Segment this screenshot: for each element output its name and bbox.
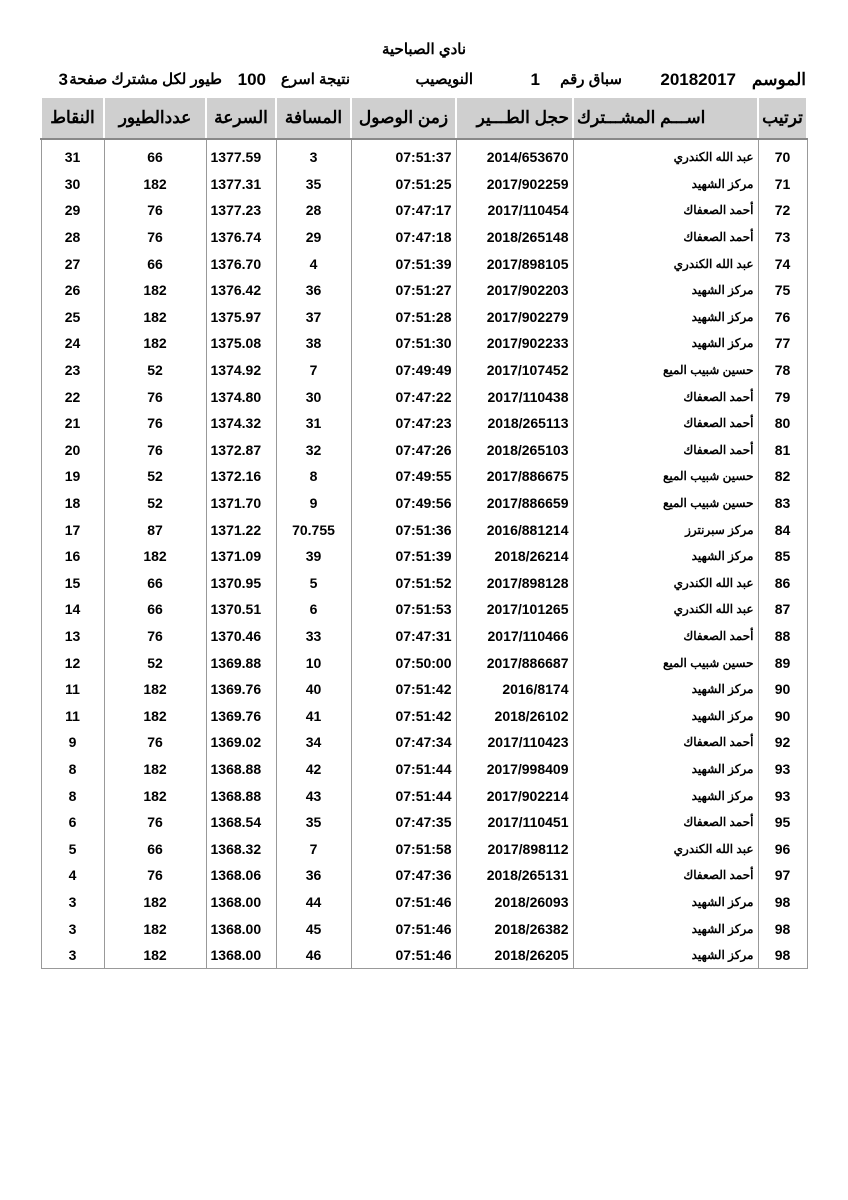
cell-rank: 81 xyxy=(758,437,807,464)
cell-distance: 35 xyxy=(276,809,351,836)
cell-ring: 2018/26205 xyxy=(456,942,573,969)
cell-participant: مركز الشهيد xyxy=(573,889,758,916)
table-row xyxy=(41,676,807,703)
cell-ring: 2018/26382 xyxy=(456,915,573,942)
cell-speed: 1377.23 xyxy=(206,197,276,224)
cell-arrival-time: 07:51:25 xyxy=(351,171,456,198)
cell-speed: 1368.88 xyxy=(206,782,276,809)
cell-speed: 1374.32 xyxy=(206,410,276,437)
cell-participant: حسين شبيب الميع xyxy=(573,463,758,490)
cell-participant: عبد الله الكندري xyxy=(573,570,758,597)
col-rank: ترتيب xyxy=(758,97,807,139)
cell-bird-count: 76 xyxy=(104,729,206,756)
cell-distance: 44 xyxy=(276,889,351,916)
cell-speed: 1371.70 xyxy=(206,490,276,517)
cell-arrival-time: 07:51:36 xyxy=(351,516,456,543)
cell-speed: 1368.00 xyxy=(206,942,276,969)
table-row xyxy=(41,463,807,490)
cell-participant: مركز الشهيد xyxy=(573,171,758,198)
col-bird-count: عددالطيور xyxy=(104,97,206,139)
cell-participant: مركز الشهيد xyxy=(573,915,758,942)
cell-ring: 2014/653670 xyxy=(456,139,573,171)
cell-participant: مركز الشهيد xyxy=(573,543,758,570)
cell-distance: 42 xyxy=(276,756,351,783)
cell-arrival-time: 07:51:53 xyxy=(351,596,456,623)
table-row xyxy=(41,197,807,224)
cell-arrival-time: 07:47:36 xyxy=(351,862,456,889)
cell-arrival-time: 07:47:17 xyxy=(351,197,456,224)
cell-distance: 39 xyxy=(276,543,351,570)
col-speed: السرعة xyxy=(206,97,276,139)
cell-rank: 77 xyxy=(758,330,807,357)
cell-speed: 1376.42 xyxy=(206,277,276,304)
cell-ring: 2017/898112 xyxy=(456,835,573,862)
race-number: 1 xyxy=(530,70,540,89)
cell-rank: 98 xyxy=(758,889,807,916)
table-row xyxy=(41,383,807,410)
cell-rank: 72 xyxy=(758,197,807,224)
cell-ring: 2017/107452 xyxy=(456,357,573,384)
cell-rank: 85 xyxy=(758,543,807,570)
cell-points: 8 xyxy=(41,756,104,783)
cell-participant: مركز الشهيد xyxy=(573,782,758,809)
cell-speed: 1368.54 xyxy=(206,809,276,836)
cell-points: 3 xyxy=(41,889,104,916)
col-points: النقاط xyxy=(41,97,104,139)
cell-rank: 75 xyxy=(758,277,807,304)
cell-points: 25 xyxy=(41,304,104,331)
table-row xyxy=(41,437,807,464)
cell-speed: 1371.09 xyxy=(206,543,276,570)
cell-arrival-time: 07:47:35 xyxy=(351,809,456,836)
cell-distance: 46 xyxy=(276,942,351,969)
cell-rank: 98 xyxy=(758,915,807,942)
table-row xyxy=(41,410,807,437)
cell-arrival-time: 07:51:30 xyxy=(351,330,456,357)
cell-bird-count: 52 xyxy=(104,649,206,676)
cell-speed: 1369.76 xyxy=(206,676,276,703)
cell-distance: 36 xyxy=(276,862,351,889)
cell-distance: 45 xyxy=(276,915,351,942)
cell-arrival-time: 07:47:18 xyxy=(351,224,456,251)
cell-bird-count: 182 xyxy=(104,756,206,783)
cell-ring: 2017/902214 xyxy=(456,782,573,809)
cell-participant: أحمد الصعفاك xyxy=(573,729,758,756)
cell-speed: 1370.51 xyxy=(206,596,276,623)
cell-distance: 37 xyxy=(276,304,351,331)
table-row xyxy=(41,862,807,889)
cell-points: 28 xyxy=(41,224,104,251)
cell-rank: 98 xyxy=(758,942,807,969)
cell-rank: 93 xyxy=(758,782,807,809)
cell-rank: 82 xyxy=(758,463,807,490)
cell-bird-count: 182 xyxy=(104,277,206,304)
table-row xyxy=(41,889,807,916)
cell-participant: أحمد الصعفاك xyxy=(573,862,758,889)
table-row xyxy=(41,516,807,543)
cell-points: 17 xyxy=(41,516,104,543)
season-label: الموسم xyxy=(751,70,806,89)
race-location: النويصيب xyxy=(415,71,473,88)
cell-arrival-time: 07:51:44 xyxy=(351,782,456,809)
cell-bird-count: 66 xyxy=(104,835,206,862)
cell-participant: مركز الشهيد xyxy=(573,942,758,969)
cell-arrival-time: 07:51:37 xyxy=(351,139,456,171)
cell-bird-count: 182 xyxy=(104,304,206,331)
cell-rank: 70 xyxy=(758,139,807,171)
cell-participant: مركز الشهيد xyxy=(573,304,758,331)
cell-distance: 5 xyxy=(276,570,351,597)
table-row xyxy=(41,490,807,517)
cell-points: 20 xyxy=(41,437,104,464)
cell-bird-count: 182 xyxy=(104,915,206,942)
cell-ring: 2017/110438 xyxy=(456,383,573,410)
cell-arrival-time: 07:51:46 xyxy=(351,889,456,916)
table-row xyxy=(41,623,807,650)
cell-bird-count: 182 xyxy=(104,543,206,570)
cell-bird-count: 182 xyxy=(104,889,206,916)
cell-speed: 1369.76 xyxy=(206,702,276,729)
cell-ring: 2018/26102 xyxy=(456,702,573,729)
cell-rank: 80 xyxy=(758,410,807,437)
table-row xyxy=(41,357,807,384)
cell-bird-count: 66 xyxy=(104,570,206,597)
cell-speed: 1374.80 xyxy=(206,383,276,410)
cell-participant: مركز الشهيد xyxy=(573,756,758,783)
cell-participant: أحمد الصعفاك xyxy=(573,410,758,437)
cell-speed: 1377.59 xyxy=(206,139,276,171)
cell-points: 23 xyxy=(41,357,104,384)
cell-points: 26 xyxy=(41,277,104,304)
cell-speed: 1377.31 xyxy=(206,171,276,198)
cell-rank: 83 xyxy=(758,490,807,517)
cell-points: 18 xyxy=(41,490,104,517)
cell-bird-count: 76 xyxy=(104,437,206,464)
cell-arrival-time: 07:51:46 xyxy=(351,942,456,969)
cell-rank: 87 xyxy=(758,596,807,623)
cell-participant: عبد الله الكندري xyxy=(573,596,758,623)
cell-ring: 2017/110423 xyxy=(456,729,573,756)
col-participant: اســـم المشـــترك xyxy=(573,97,758,139)
table-row xyxy=(41,729,807,756)
cell-points: 11 xyxy=(41,676,104,703)
cell-distance: 70.755 xyxy=(276,516,351,543)
cell-participant: أحمد الصعفاك xyxy=(573,623,758,650)
cell-points: 6 xyxy=(41,809,104,836)
cell-ring: 2017/902233 xyxy=(456,330,573,357)
cell-ring: 2017/902279 xyxy=(456,304,573,331)
cell-points: 16 xyxy=(41,543,104,570)
cell-ring: 2018/265148 xyxy=(456,224,573,251)
cell-arrival-time: 07:51:46 xyxy=(351,915,456,942)
table-row xyxy=(41,915,807,942)
cell-ring: 2017/886687 xyxy=(456,649,573,676)
cell-distance: 33 xyxy=(276,623,351,650)
cell-arrival-time: 07:51:28 xyxy=(351,304,456,331)
cell-distance: 43 xyxy=(276,782,351,809)
cell-rank: 74 xyxy=(758,250,807,277)
table-row xyxy=(41,835,807,862)
cell-bird-count: 87 xyxy=(104,516,206,543)
cell-distance: 32 xyxy=(276,437,351,464)
cell-arrival-time: 07:51:42 xyxy=(351,676,456,703)
cell-distance: 35 xyxy=(276,171,351,198)
cell-points: 11 xyxy=(41,702,104,729)
header-row xyxy=(41,97,807,139)
cell-bird-count: 182 xyxy=(104,942,206,969)
cell-points: 3 xyxy=(41,942,104,969)
table-row xyxy=(41,702,807,729)
cell-rank: 79 xyxy=(758,383,807,410)
cell-distance: 3 xyxy=(276,139,351,171)
cell-points: 24 xyxy=(41,330,104,357)
cell-speed: 1368.88 xyxy=(206,756,276,783)
table-row xyxy=(41,224,807,251)
cell-ring: 2018/26214 xyxy=(456,543,573,570)
cell-speed: 1375.08 xyxy=(206,330,276,357)
cell-speed: 1376.74 xyxy=(206,224,276,251)
cell-arrival-time: 07:51:39 xyxy=(351,543,456,570)
cell-distance: 4 xyxy=(276,250,351,277)
cell-ring: 2017/902203 xyxy=(456,277,573,304)
cell-bird-count: 76 xyxy=(104,197,206,224)
cell-points: 21 xyxy=(41,410,104,437)
cell-participant: مركز الشهيد xyxy=(573,676,758,703)
cell-ring: 2018/265131 xyxy=(456,862,573,889)
cell-participant: عبد الله الكندري xyxy=(573,139,758,171)
cell-arrival-time: 07:47:34 xyxy=(351,729,456,756)
cell-points: 30 xyxy=(41,171,104,198)
cell-ring: 2017/886675 xyxy=(456,463,573,490)
cell-arrival-time: 07:51:44 xyxy=(351,756,456,783)
cell-distance: 40 xyxy=(276,676,351,703)
col-arrival-time: زمن الوصول xyxy=(351,97,456,139)
table-row xyxy=(41,171,807,198)
cell-arrival-time: 07:47:23 xyxy=(351,410,456,437)
cell-points: 13 xyxy=(41,623,104,650)
cell-arrival-time: 07:49:49 xyxy=(351,357,456,384)
birds-count: 100 xyxy=(237,70,266,89)
cell-participant: مركز الشهيد xyxy=(573,277,758,304)
cell-bird-count: 66 xyxy=(104,139,206,171)
cell-speed: 1369.02 xyxy=(206,729,276,756)
cell-bird-count: 52 xyxy=(104,463,206,490)
cell-distance: 8 xyxy=(276,463,351,490)
cell-rank: 90 xyxy=(758,676,807,703)
cell-participant: مركز الشهيد xyxy=(573,702,758,729)
season-value: 20182017 xyxy=(660,70,736,89)
table-row xyxy=(41,782,807,809)
cell-participant: حسين شبيب الميع xyxy=(573,649,758,676)
cell-bird-count: 182 xyxy=(104,676,206,703)
cell-rank: 88 xyxy=(758,623,807,650)
cell-rank: 73 xyxy=(758,224,807,251)
cell-ring: 2017/110454 xyxy=(456,197,573,224)
table-row xyxy=(41,596,807,623)
cell-bird-count: 182 xyxy=(104,782,206,809)
col-distance: المسافة xyxy=(276,97,351,139)
cell-arrival-time: 07:49:56 xyxy=(351,490,456,517)
cell-participant: أحمد الصعفاك xyxy=(573,437,758,464)
cell-rank: 86 xyxy=(758,570,807,597)
cell-ring: 2017/110466 xyxy=(456,623,573,650)
club-name: نادي الصباحية xyxy=(381,41,467,58)
cell-arrival-time: 07:49:55 xyxy=(351,463,456,490)
cell-points: 22 xyxy=(41,383,104,410)
cell-ring: 2017/101265 xyxy=(456,596,573,623)
col-ring: حجل الطـــير xyxy=(456,97,573,139)
table-row xyxy=(41,304,807,331)
cell-rank: 71 xyxy=(758,171,807,198)
cell-points: 27 xyxy=(41,250,104,277)
cell-participant: حسين شبيب الميع xyxy=(573,490,758,517)
cell-ring: 2017/110451 xyxy=(456,809,573,836)
cell-rank: 76 xyxy=(758,304,807,331)
page-number: 3 xyxy=(58,70,68,89)
cell-bird-count: 66 xyxy=(104,250,206,277)
cell-bird-count: 182 xyxy=(104,702,206,729)
table-row xyxy=(41,139,807,171)
cell-participant: أحمد الصعفاك xyxy=(573,224,758,251)
cell-participant: عبد الله الكندري xyxy=(573,250,758,277)
cell-distance: 30 xyxy=(276,383,351,410)
table-row xyxy=(41,330,807,357)
cell-bird-count: 52 xyxy=(104,490,206,517)
cell-participant: مركز الشهيد xyxy=(573,330,758,357)
cell-ring: 2017/898105 xyxy=(456,250,573,277)
cell-speed: 1369.88 xyxy=(206,649,276,676)
table-row xyxy=(41,543,807,570)
cell-bird-count: 66 xyxy=(104,596,206,623)
cell-points: 29 xyxy=(41,197,104,224)
cell-ring: 2017/902259 xyxy=(456,171,573,198)
cell-points: 14 xyxy=(41,596,104,623)
cell-participant: أحمد الصعفاك xyxy=(573,383,758,410)
cell-points: 4 xyxy=(41,862,104,889)
cell-ring: 2017/886659 xyxy=(456,490,573,517)
cell-rank: 90 xyxy=(758,702,807,729)
cell-points: 3 xyxy=(41,915,104,942)
cell-rank: 92 xyxy=(758,729,807,756)
cell-speed: 1368.32 xyxy=(206,835,276,862)
cell-rank: 97 xyxy=(758,862,807,889)
cell-arrival-time: 07:47:31 xyxy=(351,623,456,650)
table-row xyxy=(41,649,807,676)
cell-arrival-time: 07:51:42 xyxy=(351,702,456,729)
cell-points: 9 xyxy=(41,729,104,756)
cell-arrival-time: 07:51:39 xyxy=(351,250,456,277)
cell-rank: 78 xyxy=(758,357,807,384)
cell-speed: 1371.22 xyxy=(206,516,276,543)
result-label: نتيجة اسرع xyxy=(280,71,350,88)
cell-participant: أحمد الصعفاك xyxy=(573,197,758,224)
table-row xyxy=(41,756,807,783)
cell-arrival-time: 07:47:26 xyxy=(351,437,456,464)
cell-speed: 1372.16 xyxy=(206,463,276,490)
table-row xyxy=(41,277,807,304)
cell-speed: 1372.87 xyxy=(206,437,276,464)
cell-points: 12 xyxy=(41,649,104,676)
cell-ring: 2018/265113 xyxy=(456,410,573,437)
cell-distance: 9 xyxy=(276,490,351,517)
cell-speed: 1368.00 xyxy=(206,889,276,916)
cell-arrival-time: 07:51:58 xyxy=(351,835,456,862)
cell-bird-count: 76 xyxy=(104,862,206,889)
cell-bird-count: 76 xyxy=(104,623,206,650)
cell-bird-count: 52 xyxy=(104,357,206,384)
cell-participant: أحمد الصعفاك xyxy=(573,809,758,836)
cell-participant: عبد الله الكندري xyxy=(573,835,758,862)
per-participant-label: طيور لكل مشترك صفحة xyxy=(69,71,222,88)
cell-points: 5 xyxy=(41,835,104,862)
cell-speed: 1375.97 xyxy=(206,304,276,331)
cell-rank: 96 xyxy=(758,835,807,862)
cell-distance: 7 xyxy=(276,357,351,384)
cell-points: 8 xyxy=(41,782,104,809)
results-table xyxy=(40,96,808,969)
cell-ring: 2018/26093 xyxy=(456,889,573,916)
cell-distance: 6 xyxy=(276,596,351,623)
cell-points: 19 xyxy=(41,463,104,490)
table-row xyxy=(41,570,807,597)
cell-arrival-time: 07:51:52 xyxy=(351,570,456,597)
cell-participant: حسين شبيب الميع xyxy=(573,357,758,384)
cell-ring: 2016/881214 xyxy=(456,516,573,543)
cell-rank: 89 xyxy=(758,649,807,676)
cell-bird-count: 76 xyxy=(104,410,206,437)
cell-speed: 1370.46 xyxy=(206,623,276,650)
cell-distance: 28 xyxy=(276,197,351,224)
cell-rank: 93 xyxy=(758,756,807,783)
cell-distance: 36 xyxy=(276,277,351,304)
cell-ring: 2018/265103 xyxy=(456,437,573,464)
cell-distance: 31 xyxy=(276,410,351,437)
cell-points: 31 xyxy=(41,139,104,171)
cell-distance: 38 xyxy=(276,330,351,357)
cell-arrival-time: 07:47:22 xyxy=(351,383,456,410)
cell-participant: مركز سبرنترز xyxy=(573,516,758,543)
table-row xyxy=(41,809,807,836)
cell-ring: 2017/998409 xyxy=(456,756,573,783)
cell-distance: 41 xyxy=(276,702,351,729)
cell-arrival-time: 07:51:27 xyxy=(351,277,456,304)
cell-bird-count: 76 xyxy=(104,224,206,251)
cell-bird-count: 76 xyxy=(104,383,206,410)
cell-points: 15 xyxy=(41,570,104,597)
cell-speed: 1376.70 xyxy=(206,250,276,277)
cell-arrival-time: 07:50:00 xyxy=(351,649,456,676)
cell-distance: 29 xyxy=(276,224,351,251)
cell-speed: 1370.95 xyxy=(206,570,276,597)
cell-rank: 84 xyxy=(758,516,807,543)
cell-ring: 2017/898128 xyxy=(456,570,573,597)
cell-bird-count: 182 xyxy=(104,171,206,198)
race-label: سباق رقم xyxy=(560,71,622,88)
table-row xyxy=(41,250,807,277)
cell-rank: 95 xyxy=(758,809,807,836)
table-row xyxy=(41,942,807,969)
cell-bird-count: 76 xyxy=(104,809,206,836)
cell-distance: 10 xyxy=(276,649,351,676)
cell-speed: 1368.06 xyxy=(206,862,276,889)
cell-speed: 1374.92 xyxy=(206,357,276,384)
cell-ring: 2016/8174 xyxy=(456,676,573,703)
cell-bird-count: 182 xyxy=(104,330,206,357)
cell-distance: 34 xyxy=(276,729,351,756)
cell-distance: 7 xyxy=(276,835,351,862)
cell-speed: 1368.00 xyxy=(206,915,276,942)
